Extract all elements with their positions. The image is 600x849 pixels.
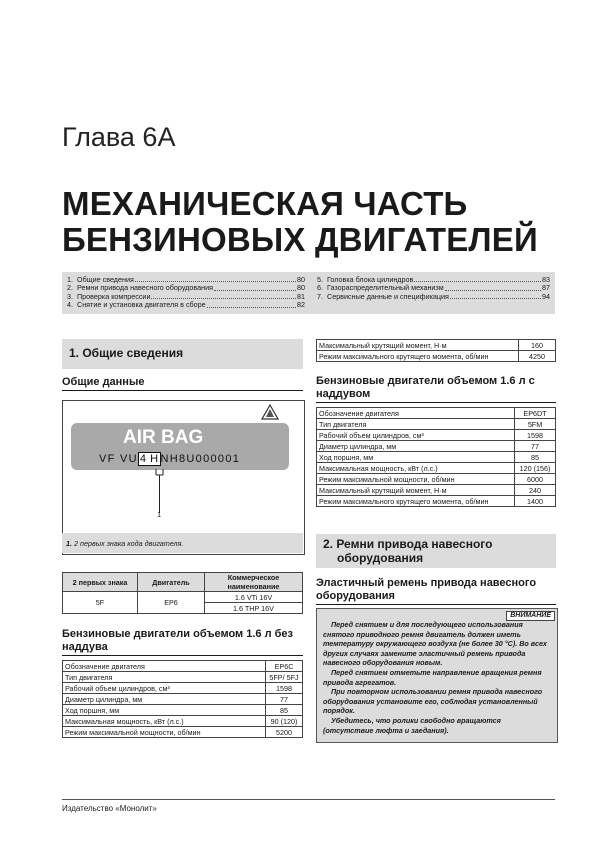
spec-value: 1598 xyxy=(266,683,303,694)
chapter-label: Глава 6А xyxy=(62,122,176,152)
na-engines-heading: Бензиновые двигатели объемом 1.6 л без наддува xyxy=(62,628,303,656)
spec-label: Режим максимальной мощности, об/мин xyxy=(317,474,515,485)
brand-logo-icon xyxy=(261,404,279,420)
spec-label: Тип двигателя xyxy=(63,672,266,683)
toc-label: Сервисные данные и спецификация xyxy=(327,291,449,301)
table-row xyxy=(317,351,556,362)
caption-number: 1. xyxy=(66,539,72,548)
table-header: 2 первых знака xyxy=(63,573,138,592)
belt-heading: Эластичный ремень привода навесного оборудования xyxy=(316,577,556,605)
toc-page: 81 xyxy=(297,291,305,301)
table-row xyxy=(317,340,556,351)
spec-label: Обозначение двигателя xyxy=(63,661,266,672)
spec-label: Диаметр цилиндра, мм xyxy=(317,441,515,452)
warning-paragraph: Перед снятием и для последующего использования снятого приводного ремня двигатель должен иметь температуру окружающего воздуха (не более 30 °С). Во всех других случаях замените эластичный ремень привода навесного оборудования новым. xyxy=(323,620,547,668)
spec-value: 1400 xyxy=(515,496,556,507)
warning-badge: ВНИМАНИЕ xyxy=(506,611,555,621)
commercial-name-cell: 1.6 VTi 16V xyxy=(205,592,303,603)
callout-number: 1 xyxy=(157,510,162,519)
spec-value: 5FP/ 5FJ xyxy=(266,672,303,683)
turbo-engines-table xyxy=(316,407,556,507)
section-2-heading xyxy=(316,534,556,568)
table-row xyxy=(317,430,556,441)
section-2-title-line-2: оборудования xyxy=(337,551,424,565)
toc-label: Газораспределительный механизм xyxy=(327,283,444,293)
spec-label: Обозначение двигателя xyxy=(317,408,515,419)
toc-page: 80 xyxy=(297,283,305,293)
toc-page: 94 xyxy=(542,291,550,301)
vin-suffix: NH8U000001 xyxy=(160,453,241,465)
spec-value: 85 xyxy=(266,705,303,716)
caption-text: 2 первых знака кода двигателя. xyxy=(74,539,184,548)
spec-value: 77 xyxy=(515,441,556,452)
toc-label: Ремни привода навесного оборудования xyxy=(77,283,213,293)
spec-label: Рабочий объем цилиндров, см³ xyxy=(317,430,515,441)
warning-text xyxy=(323,620,551,735)
page-title xyxy=(62,186,538,258)
table-row xyxy=(317,441,556,452)
table-row xyxy=(63,716,303,727)
table-row xyxy=(63,672,303,683)
vin-engine-code: 4 H xyxy=(139,453,159,465)
spec-label: Максимальный крутящий момент, Н·м xyxy=(317,485,515,496)
spec-label: Режим максимального крутящего момента, об/мин xyxy=(317,496,515,507)
toc-num: 1. xyxy=(67,275,73,284)
toc-right-column xyxy=(317,276,550,301)
spec-value: EP6DT xyxy=(515,408,556,419)
table-header: Двигатель xyxy=(138,573,205,592)
section-1-title: 1. Общие сведения xyxy=(69,346,184,360)
spec-label: Режим максимальной мощности, об/мин xyxy=(63,727,266,738)
table-row xyxy=(317,408,556,419)
table-row xyxy=(63,683,303,694)
table-of-contents xyxy=(62,272,555,314)
table-row xyxy=(63,694,303,705)
toc-page: 80 xyxy=(297,275,305,284)
engine-code-figure xyxy=(62,400,305,555)
table-row xyxy=(317,485,556,496)
na-engines-table-continued xyxy=(316,339,556,362)
spec-label: Ход поршня, мм xyxy=(63,705,266,716)
toc-label: Снятие и установка двигателя в сборе xyxy=(77,300,206,310)
publisher-footer: Издательство «Монолит» xyxy=(62,804,157,813)
table-row xyxy=(63,661,303,672)
spec-value: 160 xyxy=(519,340,556,351)
warning-paragraph: При повторном использовании ремня привода навесного оборудования установите его, соблюдая установленный порядок. xyxy=(323,687,543,716)
warning-paragraph: Убедитесь, что ролики свободно вращаются (отсутствие люфта и заедания). xyxy=(323,715,501,735)
table-row xyxy=(317,496,556,507)
spec-label: Тип двигателя xyxy=(317,419,515,430)
spec-value: EP6C xyxy=(266,661,303,672)
toc-num: 3. xyxy=(67,291,73,301)
commercial-name-cell: 1.6 THP 16V xyxy=(205,603,303,614)
toc-num: 4. xyxy=(67,300,73,310)
table-row xyxy=(63,592,303,603)
na-engines-table xyxy=(62,660,303,738)
spec-value: 6000 xyxy=(515,474,556,485)
spec-label: Ход поршня, мм xyxy=(317,452,515,463)
spec-label: Максимальная мощность, кВт (л.с.) xyxy=(63,716,266,727)
toc-label: Общие сведения xyxy=(77,275,134,284)
warning-paragraph: Перед снятием отметьте направление вращения ремня привода агрегатов. xyxy=(323,667,542,687)
toc-num: 7. xyxy=(317,291,323,301)
toc-label: Проверка компрессии xyxy=(77,291,151,301)
vin-plate xyxy=(71,423,289,470)
toc-page: 87 xyxy=(542,283,550,293)
spec-value: 4250 xyxy=(519,351,556,362)
toc-num: 6. xyxy=(317,283,323,293)
spec-value: 77 xyxy=(266,694,303,705)
general-data-heading: Общие данные xyxy=(62,376,303,391)
section-2-title-line-1: 2. Ремни привода навесного xyxy=(323,537,493,551)
spec-value: 1598 xyxy=(515,430,556,441)
spec-label: Максимальная мощность, кВт (л.с.) xyxy=(317,463,515,474)
spec-label: Режим максимального крутящего момента, об/мин xyxy=(317,351,519,362)
plate-title: AIR BAG xyxy=(123,427,204,448)
vin-number xyxy=(99,453,240,465)
toc-page: 82 xyxy=(297,300,305,310)
table-row xyxy=(63,705,303,716)
title-line-1: МЕХАНИЧЕСКАЯ ЧАСТЬ xyxy=(62,185,468,222)
spec-value: 85 xyxy=(515,452,556,463)
toc-left-column xyxy=(67,276,305,310)
table-row xyxy=(63,727,303,738)
engine-code-table xyxy=(62,572,303,614)
spec-label: Диаметр цилиндра, мм xyxy=(63,694,266,705)
table-row xyxy=(317,419,556,430)
turbo-engines-heading: Бензиновые двигатели объемом 1.6 л с наддувом xyxy=(316,375,556,403)
toc-num: 5. xyxy=(317,275,323,284)
warning-note xyxy=(316,608,558,743)
spec-value: 5200 xyxy=(266,727,303,738)
section-1-heading xyxy=(62,339,303,369)
title-line-2: БЕНЗИНОВЫХ ДВИГАТЕЛЕЙ xyxy=(62,221,538,258)
toc-num: 2. xyxy=(67,283,73,293)
footer-divider xyxy=(62,799,555,800)
table-header: Коммерческое наименование xyxy=(205,573,303,592)
vin-prefix: VF VU xyxy=(99,453,138,465)
table-row xyxy=(317,474,556,485)
spec-value: 5FM xyxy=(515,419,556,430)
table-row xyxy=(317,463,556,474)
spec-value: 240 xyxy=(515,485,556,496)
toc-item[interactable] xyxy=(317,293,550,301)
engine-cell: EP6 xyxy=(138,592,205,614)
spec-value: 90 (120) xyxy=(266,716,303,727)
figure-caption xyxy=(62,533,303,553)
callout-line xyxy=(153,469,167,515)
spec-value: 120 (156) xyxy=(515,463,556,474)
table-row xyxy=(317,452,556,463)
toc-item[interactable] xyxy=(67,301,305,309)
spec-label: Рабочий объем цилиндров, см³ xyxy=(63,683,266,694)
toc-page: 83 xyxy=(542,275,550,284)
spec-label: Максимальный крутящий момент, Н·м xyxy=(317,340,519,351)
toc-label: Головка блока цилиндров xyxy=(327,275,414,284)
engine-code-cell: 5F xyxy=(63,592,138,614)
